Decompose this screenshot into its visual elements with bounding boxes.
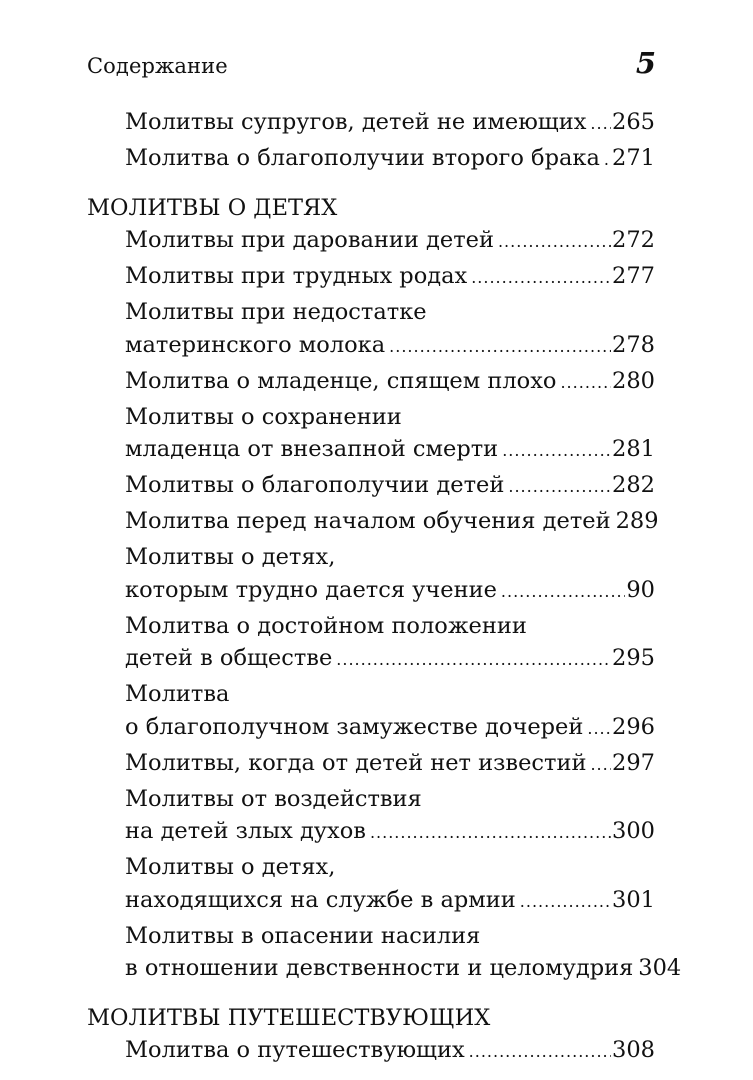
toc-entry xyxy=(87,747,655,782)
entry-title-line: Молитвы при трудных родах xyxy=(125,263,468,289)
toc-section xyxy=(87,192,682,988)
entry-page-number: 282 xyxy=(612,472,655,498)
entry-page-number: 308 xyxy=(612,1037,655,1063)
entry-title-line: Молитва xyxy=(125,681,230,707)
toc-entry xyxy=(87,783,655,850)
entry-title-line: Молитвы при недостатке xyxy=(125,299,427,325)
entry-title-row xyxy=(125,711,655,746)
section-title: МОЛИТВЫ ПУТЕШЕСТВУЮЩИХ xyxy=(87,1005,491,1031)
entry-title-line: детей в обществе xyxy=(125,645,333,671)
toc-entry xyxy=(87,365,655,400)
page-number: 5 xyxy=(635,46,656,80)
toc-entry xyxy=(87,224,655,259)
entry-page-number: 301 xyxy=(612,886,655,913)
entry-title-row xyxy=(125,1034,655,1069)
entry-title-line: Молитвы, когда от детей нет известий xyxy=(125,749,587,776)
section-title: МОЛИТВЫ О ДЕТЯХ xyxy=(87,195,338,221)
toc-section xyxy=(87,106,655,178)
entry-title-line: Молитва о благополучии второго брака xyxy=(125,145,600,171)
entry-page-number: 277 xyxy=(612,263,655,289)
dot-leader xyxy=(501,576,625,609)
entry-title-line: Молитвы от воздействия xyxy=(125,785,422,812)
dot-leader xyxy=(590,749,611,782)
entry-title-row xyxy=(125,505,659,540)
dot-leader xyxy=(508,471,611,504)
entry-page-number: 271 xyxy=(612,145,655,171)
entry-title-line: Молитва о младенце, спящем плохо xyxy=(125,367,557,394)
dot-leader xyxy=(590,108,611,141)
toc-entry xyxy=(87,541,655,608)
entry-title-line: Молитвы о детях, xyxy=(125,544,336,570)
entry-title-row xyxy=(125,224,655,259)
entry-title-row xyxy=(125,329,655,364)
entry-title-line: находящихся на службе в армии xyxy=(125,886,516,913)
entry-title-line: Молитвы при даровании детей xyxy=(125,227,494,253)
entry-title-line: Молитвы в опасении насилия xyxy=(125,922,481,949)
entry-title-row xyxy=(125,952,682,987)
entry-title-row xyxy=(125,106,655,141)
dot-leader xyxy=(389,331,611,364)
entry-page-number: 296 xyxy=(612,713,655,740)
entry-page-number: 304 xyxy=(638,955,682,981)
entry-title-line: Молитвы о благополучии детей xyxy=(125,472,505,498)
dot-leader xyxy=(587,713,611,746)
toc-entry xyxy=(87,469,655,504)
entry-page-number: 265 xyxy=(612,109,655,135)
entry-page-number: 90 xyxy=(626,576,655,603)
entry-title-row xyxy=(125,260,655,295)
entry-page-number: 281 xyxy=(612,436,655,462)
dot-leader xyxy=(469,1036,611,1069)
entry-title-line: в отношении девственности и целомудрия xyxy=(125,955,634,981)
toc-section xyxy=(87,1002,655,1070)
entry-title-line: Молитва о достойном положении xyxy=(125,612,527,639)
entry-title-row xyxy=(125,815,655,850)
entry-page-number: 289 xyxy=(615,508,659,534)
entry-title-row xyxy=(125,469,655,504)
entry-title-row xyxy=(125,747,655,782)
entry-title-row xyxy=(125,642,655,677)
toc-entry xyxy=(87,678,655,745)
entry-title-line: Молитвы о детях, xyxy=(125,854,336,880)
entry-title-line: которым трудно дается учение xyxy=(125,576,497,603)
entry-page-number: 295 xyxy=(612,645,655,671)
entry-spacer xyxy=(87,177,655,179)
entry-title-line: о благополучном замужестве дочерей xyxy=(125,713,584,740)
entry-title-row xyxy=(125,365,655,400)
toc-entry xyxy=(87,142,655,177)
entry-page-number: 297 xyxy=(612,749,655,776)
dot-leader xyxy=(502,435,611,468)
toc-entry xyxy=(87,260,655,295)
dot-leader xyxy=(370,817,611,850)
dot-leader xyxy=(520,886,611,919)
toc-entry xyxy=(87,505,659,540)
entry-title-line: на детей злых духов xyxy=(125,818,366,844)
header-title: Содержание xyxy=(87,54,228,78)
entry-page-number: 272 xyxy=(612,227,655,253)
entry-title-row xyxy=(125,433,655,468)
toc-entry xyxy=(87,851,655,918)
running-header xyxy=(87,48,656,84)
toc-entry xyxy=(87,610,655,677)
table-of-contents xyxy=(87,106,682,1070)
dot-leader xyxy=(560,367,611,400)
toc-entry xyxy=(87,106,655,141)
entry-spacer xyxy=(87,1069,655,1071)
entry-title-line: Молитвы о сохранении xyxy=(125,403,402,430)
toc-entry xyxy=(87,401,655,468)
entry-title-row xyxy=(125,884,655,919)
toc-entry xyxy=(87,1034,655,1069)
entry-spacer xyxy=(87,987,655,989)
dot-leader xyxy=(336,644,611,677)
entry-page-number: 300 xyxy=(612,818,655,844)
toc-entry xyxy=(87,296,655,363)
entry-page-number: 280 xyxy=(612,367,655,394)
entry-title-line: материнского молока xyxy=(125,331,386,358)
toc-entry xyxy=(87,920,682,987)
entry-title-row xyxy=(125,142,655,177)
entry-title-line: Молитва о путешествующих xyxy=(125,1037,465,1063)
entry-title-line: младенца от внезапной смерти xyxy=(125,436,499,462)
entry-title-line: Молитвы супругов, детей не имеющих xyxy=(125,109,587,135)
entry-page-number: 278 xyxy=(612,331,655,358)
dot-leader xyxy=(498,226,611,259)
dot-leader xyxy=(604,144,611,177)
entry-title-row xyxy=(125,574,655,609)
entry-title-line: Молитва перед началом обучения детей xyxy=(125,508,611,534)
dot-leader xyxy=(471,262,611,295)
